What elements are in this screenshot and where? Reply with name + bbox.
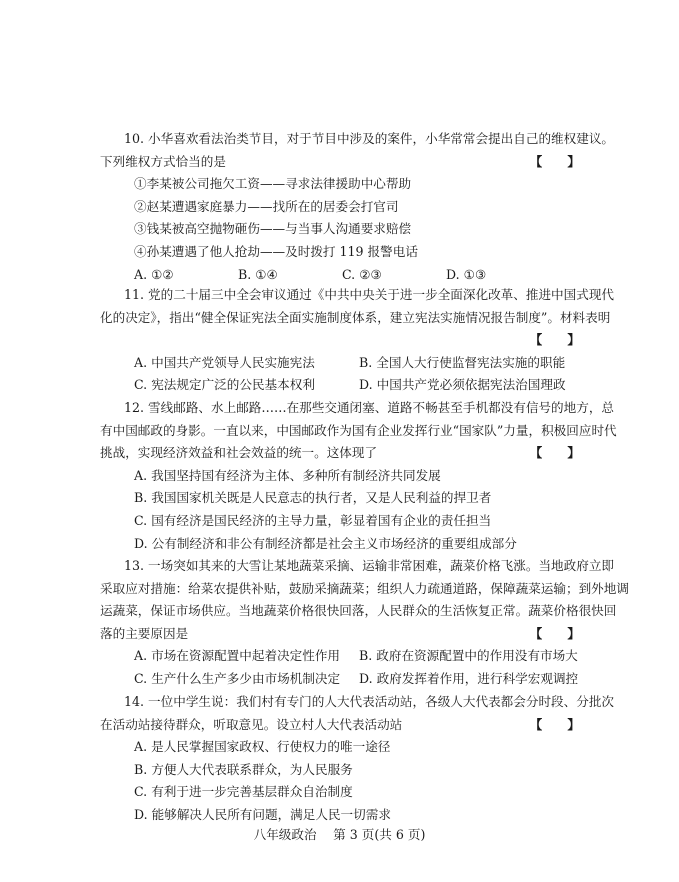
- q13-stem-line: 运蔬菜，保证市场供应。当地蔬菜价格很快回落，人民群众的生活恢复正常。蔬菜价格很快回: [100, 603, 617, 619]
- answer-bracket: 【 】: [529, 625, 580, 641]
- option-a: A. 我国坚持国有经济为主体、多种所有制经济共同发展: [134, 467, 441, 483]
- option-b: B. ①④: [238, 266, 278, 282]
- q12-stem-line: 12. 雪线邮路、水上邮路……在那些交通闭塞、道路不畅甚至手机都没有信号的地方，总: [124, 400, 615, 415]
- q13-options-row: [100, 645, 580, 668]
- question-13: [100, 555, 629, 691]
- answer-bracket: 【 】: [529, 445, 580, 461]
- q10-item: ④孙某遭遇了他人抢劫——及时拨打 119 报警电话: [134, 243, 418, 259]
- q13-stem-line: 13. 一场突如其来的大雪让某地蔬菜采摘、运输非常困难，蔬菜价格飞涨。当地政府立即: [124, 558, 615, 573]
- option-d: D. 公有制经济和非公有制经济都是社会主义市场经济的重要组成部分: [134, 535, 517, 551]
- q14-stem-tail: [100, 714, 580, 737]
- q10-item: ②赵某遭遇家庭暴力——找所在的居委会打官司: [134, 198, 399, 214]
- q10-stem-tail: [100, 151, 580, 174]
- question-12: [100, 397, 617, 555]
- option-a: A. ①②: [134, 266, 174, 282]
- q13-stem-line: 落的主要原因是: [100, 625, 189, 641]
- option-c: C. ②③: [342, 266, 382, 282]
- option-b: B. 我国国家机关既是人民意志的执行者，又是人民利益的捍卫者: [134, 490, 492, 506]
- q11-stem-line: 11. 党的二十届三中全会审议通过《中共中央关于进一步全面深化改革、推进中国式现代: [124, 287, 615, 302]
- q12-stem-line: 挑战，实现经济效益和社会效益的统一。这体现了: [100, 445, 378, 461]
- option-a: A. 是人民掌握国家政权、行使权力的唯一途径: [134, 739, 391, 755]
- question-14: [100, 691, 615, 827]
- q11-bracket-line: [100, 329, 580, 352]
- option-b: B. 方便人大代表联系群众，为人民服务: [134, 761, 353, 777]
- q10-stem-line: 10. 小华喜欢看法治类节目，对于节目中涉及的案件，小华常常会提出自己的维权建议。: [124, 131, 615, 146]
- option-b: B. 政府在资源配置中的作用没有市场大: [359, 648, 578, 664]
- q11-stem-line: 化的决定》，指出“健全保证宪法全面实施制度体系，建立宪法实施情况报告制度”。材料表明: [100, 309, 611, 325]
- option-c: C. 有利于进一步完善基层群众自治制度: [134, 784, 353, 800]
- option-a: A. 市场在资源配置中起着决定性作用: [134, 648, 341, 664]
- option-b: B. 全国人大行使监督宪法实施的职能: [359, 354, 566, 370]
- q13-stem-tail: [100, 623, 580, 646]
- q14-stem-line: 14. 一位中学生说：我们村有专门的人大代表活动站，各级人大代表都会分时段、分批次: [124, 694, 615, 709]
- option-c: C. 宪法规定广泛的公民基本权利: [134, 377, 315, 393]
- option-d: D. ①③: [446, 266, 487, 282]
- answer-bracket: 【 】: [529, 332, 580, 348]
- option-c: C. 生产什么生产多少由市场机制决定: [134, 670, 341, 686]
- q13-stem-line: 采取应对措施：给菜农提供补贴，鼓励采摘蔬菜；组织人力疏通道路，保障蔬菜运输；到外地调: [100, 580, 629, 596]
- q14-stem-line: 在活动站接待群众，听取意见。设立村人大代表活动站: [100, 716, 403, 732]
- answer-bracket: 【 】: [529, 153, 580, 169]
- option-d: D. 能够解决人民所有问题，满足人民一切需求: [134, 806, 391, 822]
- page-footer: 八年级政治 第 3 页(共 6 页): [253, 827, 426, 842]
- q10-options: [100, 264, 580, 287]
- q10-item: ③钱某被高空抛物砸伤——与当事人沟通要求赔偿: [134, 221, 412, 237]
- q11-options-row: [100, 352, 580, 375]
- q12-stem-line: 有中国邮政的身影。一直以来，中国邮政作为国有企业发挥行业“国家队”力量，积极回应时代: [100, 422, 617, 438]
- question-11: [100, 284, 615, 397]
- question-10: [100, 128, 615, 286]
- option-d: D. 政府发挥着作用，进行科学宏观调控: [359, 670, 579, 686]
- q13-options-row: [100, 668, 580, 691]
- q11-options-row: [100, 374, 580, 397]
- option-c: C. 国有经济是国民经济的主导力量，彰显着国有企业的责任担当: [134, 512, 492, 528]
- q10-item: ①李某被公司拖欠工资——寻求法律援助中心帮助: [134, 176, 412, 192]
- q12-stem-tail: [100, 442, 580, 465]
- option-a: A. 中国共产党领导人民实施宪法: [134, 354, 315, 370]
- answer-bracket: 【 】: [529, 716, 580, 732]
- option-d: D. 中国共产党必须依据宪法治国理政: [359, 377, 566, 393]
- q10-stem-line: 下列维权方式恰当的是: [100, 153, 226, 169]
